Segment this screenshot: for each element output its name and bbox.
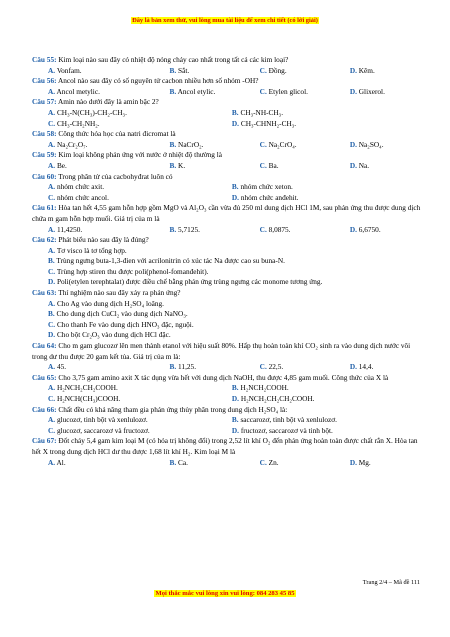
- page-number: Trang 2/4 – Mã đề 111: [362, 579, 420, 586]
- option-letter: A.: [48, 139, 56, 149]
- preview-banner-text: Đây là bản xem thử, vui lòng mua tài liệu để xem chi tiết (có lời giải): [132, 17, 318, 24]
- option-letter: B.: [231, 107, 239, 117]
- option-text: Vonfam.: [56, 65, 82, 75]
- option-text: Ancol etylic.: [177, 86, 216, 96]
- option-letter: C.: [259, 160, 267, 170]
- option-text: 5,7125.: [178, 224, 200, 234]
- question-stem: [32, 288, 424, 299]
- option-text: H₂NCH₂CH₂CH₂COOH.: [240, 394, 315, 403]
- question-text: Phát biểu nào sau đây là đúng?: [58, 235, 149, 245]
- option-letter: B.: [169, 86, 177, 96]
- answer-option: [32, 394, 232, 405]
- option-text: nhóm chức xeton.: [240, 182, 293, 192]
- answer-option: [32, 225, 154, 236]
- answer-option: [232, 415, 424, 426]
- option-letter: B.: [169, 457, 177, 467]
- question-text: Hòa tan hết 4,55 gam hỗn hợp gồm MgO và Al₂O₃ cần vừa đủ 250 ml dung dịch HCl 1M, sau phản ứng thu được dung dịch chứa m gam hỗn hợp muối. Giá trị của m là: [32, 203, 421, 223]
- question-number: Câu 65:: [32, 372, 57, 382]
- answer-option: [334, 362, 424, 373]
- question-text: Ancol nào sau đây có số nguyên tử cacbon nhiều hơn số nhóm -OH?: [57, 76, 259, 86]
- question-block: [32, 76, 424, 97]
- answer-option: [32, 277, 424, 288]
- option-text: Trùng ngưng buta-1,3-đien với acrilonitrin có xúc tác Na được cao su buna-N.: [56, 256, 285, 266]
- answer-option: [334, 458, 424, 469]
- question-stem: [32, 150, 424, 161]
- answer-option: [32, 309, 424, 320]
- answer-option: [32, 362, 154, 373]
- question-number: Câu 63:: [32, 288, 57, 298]
- option-letter: B.: [231, 182, 239, 192]
- option-letter: A.: [48, 362, 56, 372]
- option-letter: B.: [169, 224, 177, 234]
- option-text: Cho dung dịch CuCl₂ vào dung dịch NaNO₃.: [56, 309, 188, 319]
- question-block: [32, 129, 424, 150]
- option-letter: A.: [48, 383, 56, 393]
- answer-option: [32, 299, 424, 310]
- answer-option: [32, 246, 424, 257]
- answer-option: [244, 362, 334, 373]
- option-letter: D.: [48, 330, 56, 340]
- option-text: Ba.: [268, 160, 279, 170]
- option-letter: A.: [48, 182, 56, 192]
- option-text: CH₃-CH₂NH₂.: [56, 118, 100, 128]
- answer-option: [244, 458, 334, 469]
- option-text: Glixerol.: [358, 86, 385, 96]
- option-text: Trùng hợp stiren thu được poli(phenol-fomanđehit).: [56, 266, 209, 276]
- option-text: Cho Ag vào dung dịch H₂SO₄ loãng.: [56, 298, 164, 308]
- option-letter: D.: [349, 139, 357, 149]
- question-block: [32, 150, 424, 171]
- option-text: Ancol metylic.: [56, 86, 100, 96]
- option-text: Cho bột Cr₂O₃ vào dung dịch HCl đặc.: [56, 330, 171, 340]
- option-text: Đồng.: [268, 65, 287, 75]
- option-text: Ca.: [178, 457, 188, 467]
- option-text: Sắt.: [178, 65, 190, 75]
- question-stem: [32, 405, 424, 416]
- answer-option: [32, 140, 154, 151]
- option-text: fructozơ, saccarozơ và tinh bột.: [240, 425, 333, 435]
- option-letter: B.: [169, 139, 177, 149]
- question-number: Câu 61:: [32, 203, 57, 213]
- answer-option: [154, 140, 244, 151]
- answer-option: [32, 426, 232, 437]
- question-number: Câu 58:: [32, 129, 57, 139]
- question-number: Câu 57:: [32, 97, 57, 107]
- option-letter: D.: [349, 160, 357, 170]
- option-letter: A.: [48, 160, 56, 170]
- answer-option: [32, 182, 232, 193]
- option-text: Zn.: [268, 457, 279, 467]
- option-text: CH₃-CHNH₂-CH₃.: [240, 118, 297, 128]
- option-letter: C.: [48, 118, 56, 128]
- question-stem: [32, 436, 424, 457]
- option-letter: A.: [48, 65, 56, 75]
- question-stem: [32, 55, 424, 66]
- answer-option: [232, 426, 424, 437]
- option-letter: C.: [259, 362, 267, 372]
- option-letter: D.: [231, 425, 240, 435]
- question-block: [32, 55, 424, 76]
- option-letter: B.: [48, 256, 55, 266]
- question-number: Câu 67:: [32, 436, 57, 446]
- question-number: Câu 64:: [32, 341, 57, 351]
- option-text: Na₂CrO₄.: [268, 139, 297, 149]
- answer-option: [154, 362, 244, 373]
- answer-option: [232, 193, 424, 204]
- answer-option: [244, 87, 334, 98]
- answer-option: [32, 66, 154, 77]
- answer-option: [232, 119, 424, 130]
- answer-option: [32, 267, 424, 278]
- answer-option: [232, 108, 424, 119]
- option-letter: C.: [259, 224, 267, 234]
- answer-option: [32, 193, 232, 204]
- question-number: Câu 56:: [32, 76, 57, 86]
- answer-option: [244, 225, 334, 236]
- answer-option: [334, 140, 424, 151]
- answer-option: [32, 87, 154, 98]
- question-block: [32, 97, 424, 129]
- question-stem: [32, 235, 424, 246]
- option-text: H₂NCH₂COOH.: [240, 383, 289, 393]
- option-letter: C.: [48, 319, 56, 329]
- option-letter: C.: [259, 65, 267, 75]
- option-text: saccarozơ, tinh bột và xenlulozơ.: [240, 415, 337, 425]
- answer-options: [32, 108, 424, 129]
- option-text: CH₃-NH-CH₃.: [240, 107, 284, 117]
- answer-options: [32, 299, 424, 341]
- answer-option: [244, 161, 334, 172]
- question-number: Câu 55:: [32, 55, 57, 64]
- answer-options: [32, 225, 424, 236]
- question-stem: [32, 203, 424, 224]
- question-text: Trong phân tử của cacbohyđrat luôn có: [58, 171, 173, 181]
- question-block: [32, 373, 424, 405]
- option-letter: C.: [48, 192, 56, 202]
- question-text: Công thức hóa học của natri đicromat là: [58, 129, 176, 139]
- option-letter: D.: [349, 65, 357, 75]
- question-block: [32, 288, 424, 341]
- question-number: Câu 60:: [32, 171, 57, 181]
- question-block: [32, 203, 424, 235]
- answer-option: [334, 87, 424, 98]
- option-letter: A.: [48, 86, 56, 96]
- question-text: Cho 3,75 gam amino axit X tác dụng vừa hết với dung dịch NaOH, thu được 4,85 gam muối. Công thức của X là: [58, 372, 389, 382]
- answer-option: [32, 383, 232, 394]
- option-letter: A.: [48, 298, 56, 308]
- option-text: CH₃-N(CH₃)-CH₂-CH₃.: [56, 107, 127, 117]
- question-block: [32, 172, 424, 204]
- option-text: nhóm chức ancol.: [56, 192, 109, 202]
- question-number: Câu 59:: [32, 150, 57, 160]
- questions-list: [32, 55, 424, 468]
- answer-options: [32, 415, 424, 436]
- answer-options: [32, 87, 424, 98]
- answer-options: [32, 161, 424, 172]
- option-letter: A.: [48, 224, 56, 234]
- question-text: Thí nghiệm nào sau đây xảy ra phản ứng?: [58, 288, 181, 298]
- option-text: Cho thanh Fe vào dung dịch HNO₃ đặc, nguội.: [56, 319, 194, 329]
- option-letter: D.: [231, 192, 240, 202]
- answer-option: [154, 458, 244, 469]
- option-text: glucozơ, tinh bột và xenlulozơ.: [56, 415, 148, 425]
- option-text: 11,4250.: [56, 224, 83, 234]
- question-stem: [32, 341, 424, 362]
- option-text: 11,25.: [178, 362, 197, 372]
- option-text: Tơ visco là tơ tổng hợp.: [56, 245, 127, 255]
- answer-option: [32, 108, 232, 119]
- option-letter: C.: [48, 394, 56, 403]
- option-text: Al.: [56, 457, 66, 467]
- option-text: 14,4.: [358, 362, 374, 372]
- answer-option: [32, 119, 232, 130]
- option-text: NaCrO₂.: [178, 139, 204, 149]
- option-text: nhóm chức axit.: [56, 182, 105, 192]
- question-text: Kim loại nào sau đây có nhiệt độ nóng chảy cao nhất trong tất cả các kim loại?: [58, 55, 289, 64]
- option-letter: B.: [231, 415, 239, 425]
- option-letter: B.: [48, 309, 55, 319]
- option-letter: A.: [48, 245, 56, 255]
- question-text: Amin nào dưới đây là amin bậc 2?: [57, 97, 159, 107]
- contact-text: Mọi thắc mắc vui lòng xin vui lòng: 084 283 45 85: [155, 590, 295, 597]
- answer-option: [32, 256, 424, 267]
- option-text: Poli(etylen terephtalat) được điều chế bằng phản ứng trùng ngưng các monome tương ứng.: [56, 277, 323, 287]
- option-letter: C.: [48, 266, 56, 276]
- question-block: [32, 341, 424, 373]
- question-number: Câu 62:: [32, 235, 57, 245]
- answer-option: [232, 383, 424, 394]
- question-stem: [32, 97, 424, 108]
- option-letter: B.: [169, 362, 177, 372]
- option-letter: A.: [48, 457, 56, 467]
- option-letter: D.: [349, 457, 357, 467]
- option-text: Na₂SO₄.: [358, 139, 384, 149]
- option-letter: C.: [259, 139, 267, 149]
- answer-option: [32, 330, 424, 341]
- option-letter: B.: [169, 65, 177, 75]
- option-text: Na₂Cr₂O₇.: [56, 139, 88, 149]
- option-text: Mg.: [358, 457, 371, 467]
- option-letter: D.: [48, 277, 56, 287]
- option-letter: B.: [231, 383, 239, 393]
- preview-banner: [0, 17, 450, 24]
- option-text: 45.: [56, 362, 67, 372]
- answer-options: [32, 383, 424, 404]
- answer-option: [32, 415, 232, 426]
- option-letter: D.: [349, 362, 357, 372]
- option-letter: B.: [169, 160, 177, 170]
- question-stem: [32, 373, 424, 384]
- contact-footer: [0, 590, 450, 597]
- answer-option: [154, 161, 244, 172]
- answer-option: [334, 66, 424, 77]
- answer-option: [232, 394, 424, 405]
- answer-options: [32, 66, 424, 77]
- option-letter: A.: [48, 415, 56, 425]
- answer-option: [334, 225, 424, 236]
- answer-options: [32, 362, 424, 373]
- answer-option: [244, 66, 334, 77]
- option-letter: D.: [231, 394, 240, 403]
- option-text: H₂NCH₂CH₂COOH.: [56, 383, 118, 393]
- option-letter: D.: [349, 86, 357, 96]
- answer-option: [32, 320, 424, 331]
- answer-options: [32, 140, 424, 151]
- question-stem: [32, 172, 424, 183]
- answer-option: [244, 140, 334, 151]
- question-text: Đốt cháy 5,4 gam kim loại M (có hóa trị không đổi) trong 2,52 lít khí O₂ đến phản ứng hoàn toàn được chất rắn X. Hòa tan hết X trong dung dịch HCl dư thu được 1,68 lít khí H₂. Kim loại M là: [32, 436, 418, 456]
- answer-option: [154, 225, 244, 236]
- question-stem: [32, 76, 424, 87]
- answer-options: [32, 458, 424, 469]
- answer-options: [32, 246, 424, 288]
- question-number: Câu 66:: [32, 404, 57, 414]
- option-text: H₂NCH(CH₃)COOH.: [56, 394, 121, 403]
- option-letter: D.: [349, 224, 357, 234]
- option-text: 22,5.: [268, 362, 284, 372]
- question-text: Kim loại không phản ứng với nước ở nhiệt độ thường là: [58, 150, 223, 160]
- question-stem: [32, 129, 424, 140]
- option-text: Na.: [358, 160, 370, 170]
- answer-option: [334, 161, 424, 172]
- option-text: Kẽm.: [358, 65, 375, 75]
- option-letter: A.: [48, 107, 56, 117]
- option-text: glucozơ, saccarozơ và fructozơ.: [56, 425, 150, 435]
- option-text: 8,0875.: [268, 224, 291, 234]
- answer-option: [154, 66, 244, 77]
- answer-option: [154, 87, 244, 98]
- option-text: K.: [178, 160, 186, 170]
- question-block: [32, 436, 424, 468]
- question-text: Cho m gam glucozơ lên men thành etanol với hiệu suất 80%. Hấp thụ hoàn toàn khí CO₂ sinh ra vào dung dịch nước vôi trong dư thu được 20 gam kết tủa. Giá trị của m là:: [32, 341, 411, 361]
- option-letter: C.: [259, 86, 267, 96]
- answer-option: [232, 182, 424, 193]
- option-text: Etylen glicol.: [268, 86, 308, 96]
- answer-option: [32, 458, 154, 469]
- question-block: [32, 405, 424, 437]
- option-letter: D.: [231, 118, 240, 128]
- answer-options: [32, 182, 424, 203]
- option-text: 6,6750.: [358, 224, 381, 234]
- answer-option: [32, 161, 154, 172]
- option-letter: C.: [259, 457, 267, 467]
- option-text: Be.: [56, 160, 67, 170]
- option-text: nhóm chức anđehit.: [240, 192, 299, 202]
- question-text: Chất đều có khả năng tham gia phản ứng thủy phân trong dung dịch H₂SO₄ là:: [58, 404, 288, 414]
- option-letter: C.: [48, 425, 56, 435]
- question-block: [32, 235, 424, 288]
